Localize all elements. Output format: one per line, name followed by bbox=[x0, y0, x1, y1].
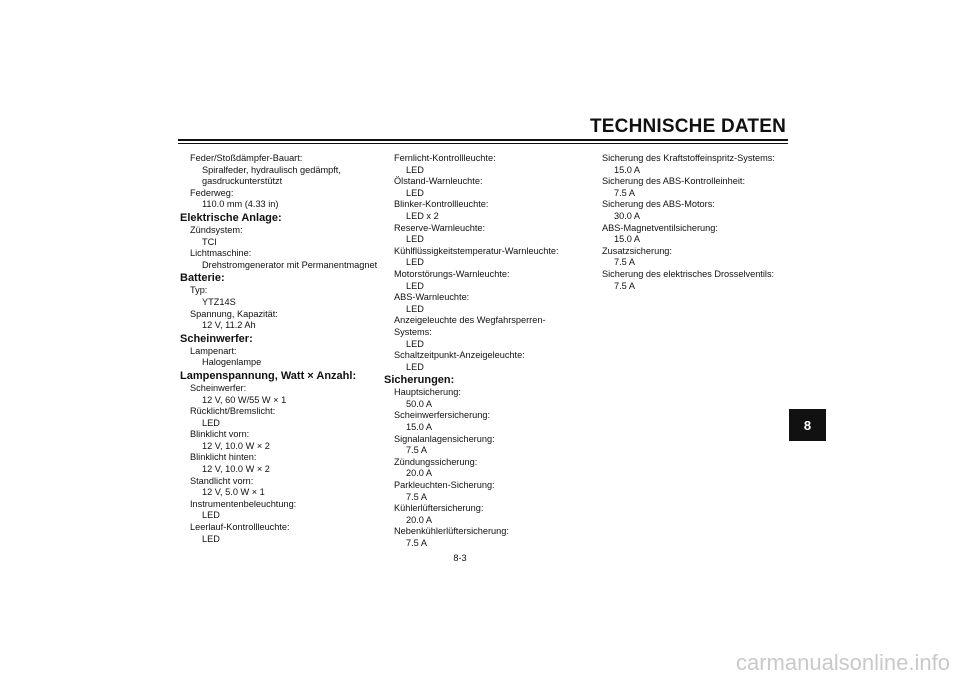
spec-value: 15.0 A bbox=[614, 234, 641, 245]
spec-value: LED bbox=[406, 234, 424, 245]
spec-column-2 bbox=[384, 153, 584, 550]
spec-label: Typ: bbox=[190, 285, 208, 296]
spec-label: Sicherung des ABS-Kontrolleinheit: bbox=[602, 176, 746, 187]
spec-value: LED bbox=[406, 361, 424, 372]
spec-value: 50.0 A bbox=[406, 398, 433, 409]
spec-label: Zusatzsicherung: bbox=[602, 245, 672, 256]
spec-value: Drehstromgenerator mit Permanentmagnet bbox=[202, 259, 378, 270]
spec-label: Motorstörungs-Warnleuchte: bbox=[394, 268, 510, 279]
spec-label: Leerlauf-Kontrollleuchte: bbox=[190, 522, 290, 533]
spec-label: Signalanlagensicherung: bbox=[394, 433, 495, 444]
spec-label: Zündungssicherung: bbox=[394, 456, 478, 467]
spec-value: 7.5 A bbox=[406, 491, 427, 502]
spec-value: 20.0 A bbox=[406, 468, 433, 479]
spec-value: LED bbox=[406, 164, 424, 175]
spec-label: ABS-Warnleuchte: bbox=[394, 292, 470, 303]
chapter-tab-label: 8 bbox=[803, 417, 812, 433]
spec-label: Standlicht vorn: bbox=[190, 475, 254, 486]
spec-value: 7.5 A bbox=[614, 187, 635, 198]
spec-label: Hauptsicherung: bbox=[394, 387, 461, 398]
spec-label: Lichtmaschine: bbox=[190, 248, 252, 259]
spec-value: Halogenlampe bbox=[202, 357, 262, 368]
spec-value: 110.0 mm (4.33 in) bbox=[202, 199, 279, 210]
spec-value: YTZ14S bbox=[202, 296, 236, 307]
spec-label: Instrumentenbeleuchtung: bbox=[190, 498, 297, 509]
spec-column-3 bbox=[592, 153, 792, 292]
spec-label: Nebenkühlerlüftersicherung: bbox=[394, 526, 509, 537]
watermark: carmanualsonline.info bbox=[735, 650, 950, 675]
section-heading: Lampenspannung, Watt × Anzahl: bbox=[180, 369, 357, 382]
spec-label: Blinklicht hinten: bbox=[190, 452, 257, 463]
spec-value: 15.0 A bbox=[614, 164, 641, 175]
spec-value: TCI bbox=[202, 236, 217, 247]
spec-value: 7.5 A bbox=[406, 445, 427, 456]
page-title: TECHNISCHE DATEN bbox=[589, 116, 786, 137]
spec-value: gasdruckunterstützt bbox=[202, 176, 283, 187]
section-heading: Elektrische Anlage: bbox=[180, 211, 282, 224]
page-number: 8-3 bbox=[453, 553, 467, 563]
spec-label: Zündsystem: bbox=[190, 224, 243, 235]
spec-value: LED bbox=[202, 533, 220, 544]
spec-value: 7.5 A bbox=[614, 280, 635, 291]
spec-value: Spiralfeder, hydraulisch gedämpft, bbox=[202, 164, 341, 175]
section-heading: Batterie: bbox=[180, 272, 225, 285]
spec-label: Kühlerlüftersicherung: bbox=[394, 503, 484, 514]
spec-label: Systems: bbox=[394, 326, 432, 337]
spec-value: LED bbox=[406, 338, 424, 349]
spec-label: Reserve-Warnleuchte: bbox=[394, 222, 486, 233]
spec-label: Anzeigeleuchte des Wegfahrsperren- bbox=[394, 315, 546, 326]
spec-label: Scheinwerfer: bbox=[190, 382, 247, 393]
spec-label: Blinker-Kontrollleuchte: bbox=[394, 199, 489, 210]
spec-label: Scheinwerfersicherung: bbox=[394, 410, 491, 421]
spec-value: LED bbox=[202, 510, 220, 521]
spec-value: LED bbox=[202, 417, 220, 428]
spec-label: ABS-Magnetventilsicherung: bbox=[602, 222, 718, 233]
spec-value: 12 V, 60 W/55 W × 1 bbox=[202, 394, 287, 405]
spec-label: Sicherung des Kraftstoffeinspritz-Systems: bbox=[602, 153, 775, 163]
spec-label: Parkleuchten-Sicherung: bbox=[394, 480, 495, 491]
spec-label: Spannung, Kapazität: bbox=[190, 308, 278, 319]
spec-value: LED bbox=[406, 187, 424, 198]
header-rule-thin bbox=[178, 143, 788, 144]
spec-column-1 bbox=[180, 153, 380, 545]
spec-label: Blinklicht vorn: bbox=[190, 429, 250, 440]
spec-value: 30.0 A bbox=[614, 210, 641, 221]
spec-label: Lampenart: bbox=[190, 345, 237, 356]
spec-value: LED bbox=[406, 303, 424, 314]
spec-value: LED bbox=[406, 257, 424, 268]
spec-label: Ölstand-Warnleuchte: bbox=[394, 176, 483, 187]
spec-label: Sicherung des elektrisches Drosselventils: bbox=[602, 268, 775, 279]
spec-value: 7.5 A bbox=[614, 257, 635, 268]
spec-label: Sicherung des ABS-Motors: bbox=[602, 199, 715, 210]
spec-value: LED bbox=[406, 280, 424, 291]
section-heading: Sicherungen: bbox=[384, 374, 455, 387]
header-rule-thick bbox=[178, 139, 788, 141]
section-heading: Scheinwerfer: bbox=[180, 332, 253, 345]
spec-label: Feder/Stoßdämpfer-Bauart: bbox=[190, 153, 303, 163]
spec-value: 12 V, 10.0 W × 2 bbox=[202, 464, 270, 475]
chapter-tab[interactable] bbox=[789, 409, 826, 441]
spec-value: 7.5 A bbox=[406, 538, 427, 548]
spec-value: 12 V, 10.0 W × 2 bbox=[202, 440, 270, 451]
spec-value: 12 V, 11.2 Ah bbox=[202, 320, 256, 331]
spec-value: 15.0 A bbox=[406, 422, 433, 433]
spec-value: 12 V, 5.0 W × 1 bbox=[202, 487, 265, 498]
spec-label: Federweg: bbox=[190, 187, 234, 198]
spec-label: Schaltzeitpunkt-Anzeigeleuchte: bbox=[394, 350, 525, 361]
spec-value: 20.0 A bbox=[406, 514, 433, 525]
spec-label: Rücklicht/Bremslicht: bbox=[190, 406, 276, 417]
spec-label: Fernlicht-Kontrollleuchte: bbox=[394, 153, 496, 163]
spec-value: LED x 2 bbox=[406, 210, 439, 221]
spec-label: Kühlflüssigkeitstemperatur-Warnleuchte: bbox=[394, 245, 559, 256]
